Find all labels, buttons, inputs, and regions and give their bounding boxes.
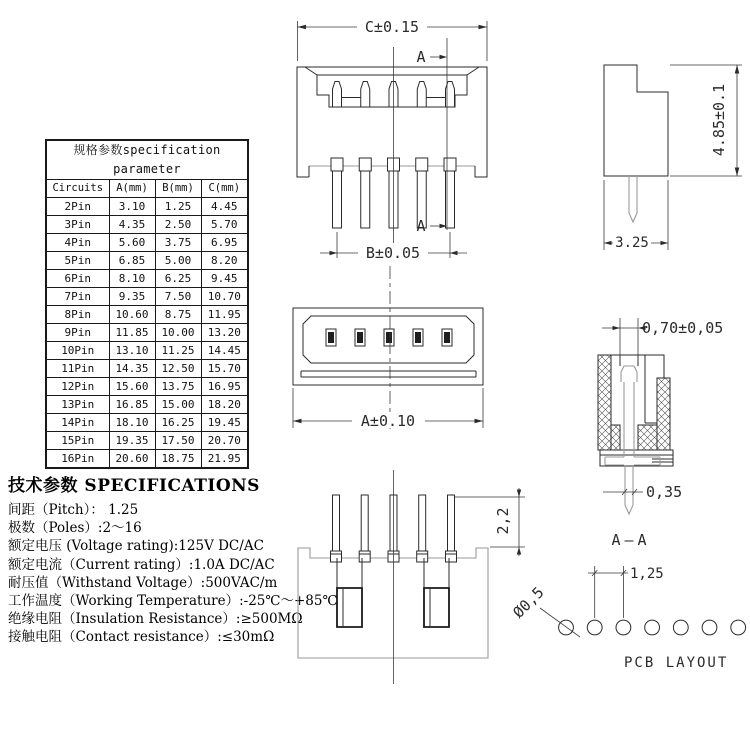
spec-line: 接触电阻（Contact resistance）:≤30mΩ — [8, 629, 275, 646]
table-title: 规格参数specification parameter — [46, 140, 248, 180]
table-cell: 14.45 — [201, 342, 248, 360]
pcb-hole — [673, 620, 688, 635]
table-cell: 15.60 — [109, 378, 155, 396]
table-cell: 13.20 — [201, 324, 248, 342]
dim-slot-label: 0,70±0,05 — [642, 319, 724, 337]
table-cell: 6.85 — [109, 252, 155, 270]
bottom-holes — [337, 588, 449, 627]
table-cell: 7Pin — [46, 288, 109, 306]
table-cell: 8.10 — [109, 270, 155, 288]
table-cell: 15Pin — [46, 432, 109, 450]
table-cell: 11Pin — [46, 360, 109, 378]
section-label-bottom: A — [416, 217, 426, 235]
table-cell: 20.60 — [109, 450, 155, 469]
table-cell: 10.60 — [109, 306, 155, 324]
column-header: Circuits — [46, 180, 109, 198]
hole-pitch-extension-lines — [595, 566, 624, 618]
dim-height-arrow-bottom — [735, 168, 740, 177]
section-view — [598, 318, 723, 549]
table-cell: 10Pin — [46, 342, 109, 360]
table-cell: 9.35 — [109, 288, 155, 306]
pcb-hole — [616, 620, 631, 635]
pcb-hole — [702, 620, 717, 635]
table-cell: 10.70 — [201, 288, 248, 306]
hole-pitch-line — [588, 570, 628, 576]
spec-line: 间距（Pitch）： 1.25 — [8, 502, 139, 518]
table-cell: 10.00 — [155, 324, 201, 342]
dim-height-label: 4.85±0.1 — [710, 83, 728, 157]
hole-diameter-leader-line — [540, 608, 580, 637]
hatch-left-wall — [598, 355, 611, 450]
dim-b-arrow-left — [330, 251, 338, 255]
bottom-outline — [298, 548, 488, 658]
table-cell: 5.60 — [109, 234, 155, 252]
side-view — [604, 65, 742, 251]
pcb-layout-title: PCB LAYOUT — [624, 655, 729, 671]
pcb-hole — [587, 620, 602, 635]
table-cell: 6.25 — [155, 270, 201, 288]
dim-depth-arrow-left — [604, 241, 612, 245]
table-cell: 16.85 — [109, 396, 155, 414]
dim-c-arrow-left — [298, 25, 307, 30]
table-cell: 4.35 — [109, 216, 155, 234]
table-cell: 14.35 — [109, 360, 155, 378]
table-cell: 4.45 — [201, 198, 248, 216]
table-cell: 3Pin — [46, 216, 109, 234]
dim-b-label: B±0.05 — [365, 244, 421, 262]
table-cell: 13.75 — [155, 378, 201, 396]
top-view — [293, 266, 483, 430]
dim-pin-length-label: 2,2 — [494, 507, 512, 535]
dim-c-label: C±0.15 — [364, 18, 420, 36]
table-cell: 9Pin — [46, 324, 109, 342]
dim-pin-line — [603, 489, 643, 495]
dim-pin-length-arrow-bottom — [517, 547, 521, 555]
column-header: C(mm) — [201, 180, 248, 198]
table-cell: 13Pin — [46, 396, 109, 414]
hatch-bottom-left — [611, 425, 620, 450]
table-cell: 13.10 — [109, 342, 155, 360]
section-flange — [600, 450, 673, 466]
section-title: A—A — [611, 531, 651, 549]
table-cell: 2Pin — [46, 198, 109, 216]
table-cell: 11.85 — [109, 324, 155, 342]
hole-diameter-label: Ø0,5 — [509, 583, 548, 622]
specifications-heading: 技术参数 SPECIFICATIONS — [8, 476, 260, 496]
front-view — [297, 18, 487, 262]
bottom-hole-inner-lines — [343, 588, 430, 627]
side-pin — [629, 176, 637, 222]
table-cell: 11.95 — [201, 306, 248, 324]
table-cell: 8.75 — [155, 306, 201, 324]
table-cell: 7.50 — [155, 288, 201, 306]
spec-line: 额定电压 (Voltage rating):125V DC/AC — [8, 538, 264, 555]
dim-a-label: A±0.10 — [360, 412, 416, 430]
dim-depth-arrow-right — [661, 241, 669, 245]
dim-pin-length-extension-lines — [455, 497, 525, 547]
table-cell: 16Pin — [46, 450, 109, 469]
spec-line: 耐压值（Withstand Voltage）:500VAC/m — [8, 574, 278, 591]
dim-c-arrow-right — [479, 25, 488, 30]
side-outline — [604, 65, 668, 176]
dim-a-arrow-right — [475, 419, 484, 423]
table-cell: 2.50 — [155, 216, 201, 234]
table-cell: 1.25 — [155, 198, 201, 216]
dim-slot-arrow-left — [613, 326, 621, 330]
dim-depth-label: 3.25 — [615, 235, 649, 251]
dim-height-arrow-top — [735, 65, 740, 74]
hatch-bottom-right — [638, 425, 657, 450]
table-cell: 3.75 — [155, 234, 201, 252]
dim-b-arrow-right — [450, 251, 458, 255]
pcb-hole — [645, 620, 660, 635]
table-cell: 18.10 — [109, 414, 155, 432]
table-cell: 4Pin — [46, 234, 109, 252]
table-cell: 18.20 — [201, 396, 248, 414]
top-pin-contacts — [328, 332, 450, 343]
table-cell: 14Pin — [46, 414, 109, 432]
table-cell: 11.25 — [155, 342, 201, 360]
table-cell: 6Pin — [46, 270, 109, 288]
table-cell: 17.50 — [155, 432, 201, 450]
bottom-view — [298, 470, 525, 684]
top-bottom-strip — [301, 371, 476, 377]
hatch-right-wall — [657, 378, 670, 450]
table-cell: 18.75 — [155, 450, 201, 469]
spec-line: 极数（Poles）:2～16 — [8, 520, 142, 537]
section-label-top: A — [416, 48, 426, 66]
table-cell: 12Pin — [46, 378, 109, 396]
dim-a-arrow-left — [293, 419, 302, 423]
table-cell: 5.00 — [155, 252, 201, 270]
table-cell: 8Pin — [46, 306, 109, 324]
dim-pin-length-arrow-top — [517, 490, 521, 498]
column-header: A(mm) — [109, 180, 155, 198]
section-arrow-top — [440, 55, 448, 59]
table-cell: 21.95 — [201, 450, 248, 469]
dim-height-extension-lines — [670, 65, 742, 176]
column-header: B(mm) — [155, 180, 201, 198]
table-cell: 19.45 — [201, 414, 248, 432]
table-cell: 9.45 — [201, 270, 248, 288]
table-cell: 15.00 — [155, 396, 201, 414]
table-cell: 8.20 — [201, 252, 248, 270]
table-cell: 19.35 — [109, 432, 155, 450]
spec-line: 绝缘电阻（Insulation Resistance）:≥500MΩ — [8, 611, 303, 628]
table-cell: 12.50 — [155, 360, 201, 378]
table-cell: 6.95 — [201, 234, 248, 252]
spec-line: 工作温度（Working Temperature）:-25℃～+85℃ — [8, 593, 338, 610]
hole-pitch-label: 1,25 — [630, 566, 664, 582]
table-cell: 16.95 — [201, 378, 248, 396]
table-cell: 15.70 — [201, 360, 248, 378]
table-cell: 3.10 — [109, 198, 155, 216]
pcb-hole — [731, 620, 746, 635]
dim-pin-label: 0,35 — [646, 483, 683, 501]
table-cell: 20.70 — [201, 432, 248, 450]
table-cell: 5Pin — [46, 252, 109, 270]
table-cell: 16.25 — [155, 414, 201, 432]
pcb-hole — [559, 620, 574, 635]
spec-line: 额定电流（Current rating）:1.0A DC/AC — [8, 556, 275, 573]
table-cell: 5.70 — [201, 216, 248, 234]
pcb-layout — [509, 566, 745, 671]
